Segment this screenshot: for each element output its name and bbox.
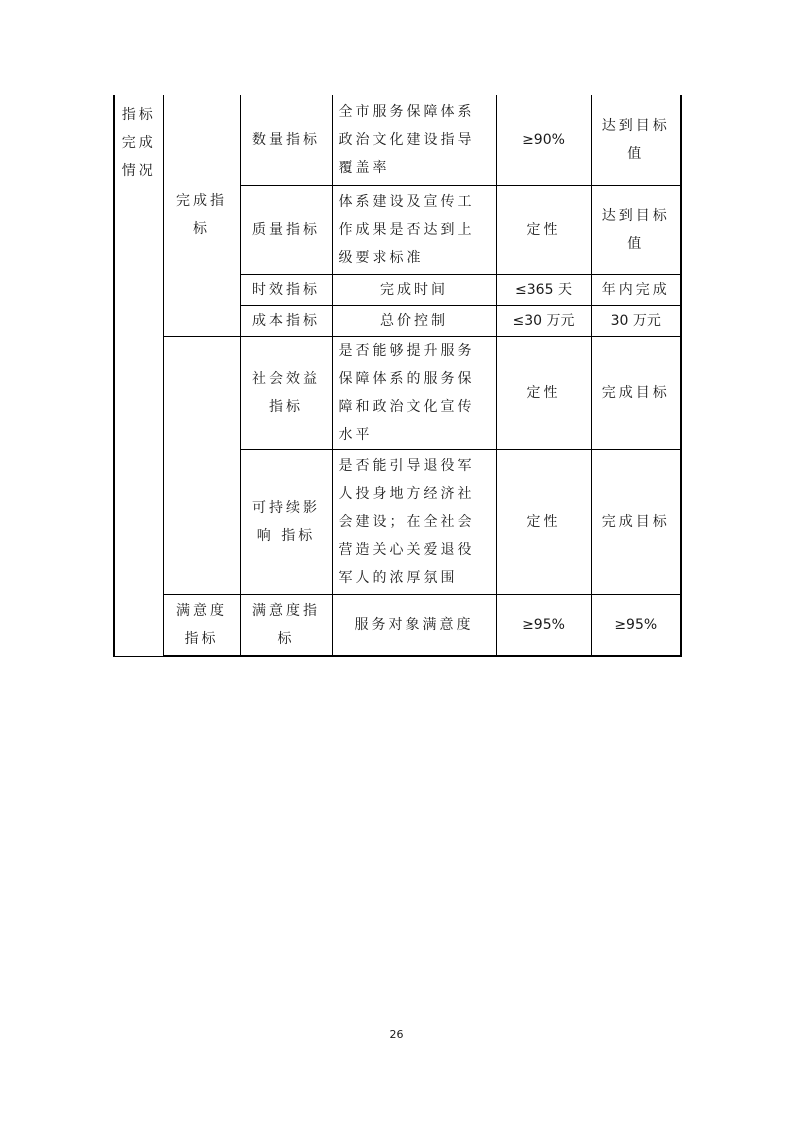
content-cell: 是否能引导退役军人投身地方经济社会建设；在全社会营造关心关爱退役军人的浓厚氛围 <box>332 449 496 594</box>
actual-cell: 完成目标 <box>591 336 681 449</box>
performance-indicator-table <box>113 95 682 657</box>
content-cell: 全市服务保障体系政治文化建设指导覆盖率 <box>332 95 496 185</box>
content-cell: 体系建设及宣传工作成果是否达到上级要求标准 <box>332 185 496 274</box>
content-cell: 服务对象满意度 <box>332 594 496 656</box>
target-cell: ≥95% <box>496 594 591 656</box>
group-cell-completion: 完成指标 <box>163 95 240 336</box>
actual-cell: 年内完成 <box>591 274 681 305</box>
target-cell: 定性 <box>496 185 591 274</box>
indicator-cell: 满意度指标 <box>240 594 332 656</box>
content-cell: 完成时间 <box>332 274 496 305</box>
target-cell: ≤365 天 <box>496 274 591 305</box>
group-cell-benefit <box>163 336 240 594</box>
content-cell: 是否能够提升服务保障体系的服务保障和政治文化宣传水平 <box>332 336 496 449</box>
target-cell: 定性 <box>496 336 591 449</box>
group-cell-satisfaction: 满意度指标 <box>163 594 240 656</box>
indicator-cell: 可持续影响 指标 <box>240 449 332 594</box>
indicator-cell: 成本指标 <box>240 305 332 336</box>
table-row <box>114 95 681 185</box>
actual-cell: 达到目标值 <box>591 95 681 185</box>
category-cell: 指标完成情况 <box>114 95 163 656</box>
actual-cell: 30 万元 <box>591 305 681 336</box>
content-cell: 总价控制 <box>332 305 496 336</box>
actual-cell: ≥95% <box>591 594 681 656</box>
indicator-cell: 时效指标 <box>240 274 332 305</box>
page-number: 26 <box>389 1028 404 1041</box>
target-cell: 定性 <box>496 449 591 594</box>
actual-cell: 达到目标值 <box>591 185 681 274</box>
indicator-cell: 质量指标 <box>240 185 332 274</box>
actual-cell: 完成目标 <box>591 449 681 594</box>
target-cell: ≤30 万元 <box>496 305 591 336</box>
indicator-cell: 数量指标 <box>240 95 332 185</box>
table-row <box>114 336 681 449</box>
indicator-cell: 社会效益指标 <box>240 336 332 449</box>
target-cell: ≥90% <box>496 95 591 185</box>
table-row <box>114 594 681 656</box>
